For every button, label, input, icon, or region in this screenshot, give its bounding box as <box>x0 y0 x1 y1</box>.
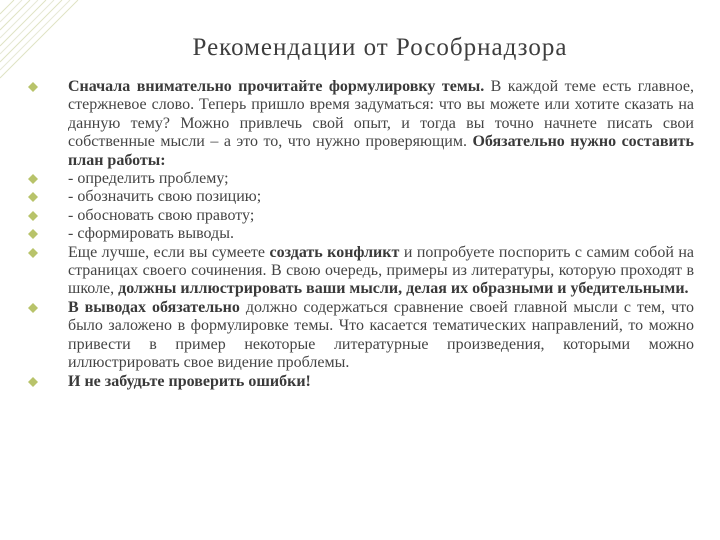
bullet-text: В каждой теме есть главное, стержневое слово. Теперь пришло время задуматься: что вы можете или хотите сказать на данную тему? Можно привлечь свой опыт, и тогда вы точно начнете писать свои собственные мысли – а это то, что нужно проверяющим. <box>68 78 694 151</box>
bullet-bold-text: Обязательно нужно составить план работы: <box>68 133 695 169</box>
bullet-marker-icon <box>28 303 38 313</box>
bullet-marker-icon <box>28 174 38 184</box>
bullet-item <box>28 244 694 299</box>
bullet-marker-icon <box>28 192 38 202</box>
bullet-item <box>28 299 694 373</box>
bullet-item <box>28 170 694 188</box>
bullet-bold-text: Сначала внимательно прочитайте формулировку темы. <box>68 78 485 95</box>
bullet-text: должно содержаться сравнение своей главной мысли с тем, что было заложено в формулировке темы. Что касается тематических направлений, то можно привести в пример некоторые литературные произведения, которыми можно иллюстрировать свое видение проблемы. <box>68 298 694 372</box>
slide-title: Рекомендации от Рособрнадзора <box>192 34 568 61</box>
bullet-marker-icon <box>28 229 38 239</box>
bullet-item <box>28 207 694 225</box>
bullet-bold-text: В выводах обязательно <box>68 298 240 316</box>
bullet-item <box>28 188 694 206</box>
bullet-text: - сформировать выводы. <box>68 225 234 243</box>
bullet-marker-icon <box>28 82 38 92</box>
bullet-list <box>28 78 694 391</box>
bullet-marker-icon <box>28 377 38 387</box>
bullet-item <box>28 225 694 243</box>
bullet-text: Еще лучше, если вы сумеете <box>68 243 270 261</box>
bullet-text: - обосновать свою правоту; <box>68 206 255 224</box>
bullet-bold-text: создать конфликт <box>269 243 400 261</box>
bullet-text: - обозначить свою позицию; <box>68 188 262 206</box>
bullet-bold-text: должны иллюстрировать ваши мысли, делая их образными и убедительными. <box>118 280 689 298</box>
bullet-marker-icon <box>28 248 38 258</box>
bullet-item <box>28 373 694 391</box>
bullet-text: - определить проблему; <box>68 170 229 188</box>
bullet-marker-icon <box>28 211 38 221</box>
bullet-bold-text: И не забудьте проверить ошибки! <box>68 372 311 390</box>
bullet-text: и попробуете поспорить с самим собой на страницах своего сочинения. В свою очередь, примеры из литературы, которую проходят в школе, <box>68 243 695 298</box>
bullet-item <box>28 78 694 170</box>
